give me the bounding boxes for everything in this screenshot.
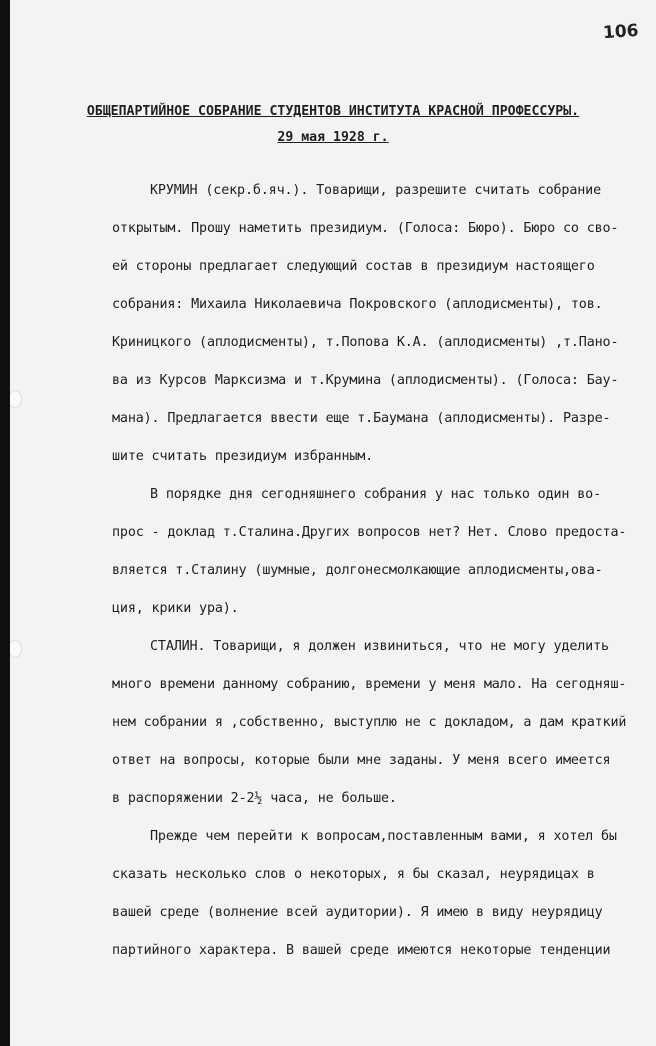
document-page bbox=[10, 0, 656, 1046]
body-line: КРУМИН (секр.б.яч.). Товарищи, разрешите считать собрание bbox=[150, 183, 601, 198]
scan-edge bbox=[0, 0, 10, 1046]
body-line: шите считать президиум избранным. bbox=[112, 449, 374, 464]
body-line: нем собрании я ,собственно, выступлю не с докладом, а дам краткий bbox=[112, 715, 627, 730]
document-date: 29 мая 1928 г. bbox=[277, 130, 389, 145]
body-line: много времени данному собранию, времени у меня мало. На сегодняш- bbox=[112, 677, 627, 692]
body-line: СТАЛИН. Товарищи, я должен извиниться, что не могу уделить bbox=[150, 639, 609, 654]
body-line: ция, крики ура). bbox=[112, 601, 239, 616]
body-line: Прежде чем перейти к вопросам,поставленным вами, я хотел бы bbox=[150, 829, 617, 844]
body-line: в распоряжении 2-2½ часа, не больше. bbox=[112, 791, 397, 806]
punch-hole bbox=[10, 390, 22, 408]
body-line: сказать несколько слов о некоторых, я бы сказал, неурядицах в bbox=[112, 867, 595, 882]
body-line: ей стороны предлагает следующий состав в президиум настоящего bbox=[112, 259, 595, 274]
body-line: партийного характера. В вашей среде имеются некоторые тенденции bbox=[112, 943, 611, 958]
body-line: ответ на вопросы, которые были мне заданы. У меня всего имеется bbox=[112, 753, 611, 768]
body-line: прос - доклад т.Сталина.Других вопросов нет? Нет. Слово предоста- bbox=[112, 525, 627, 540]
body-line: вашей среде (волнение всей аудитории). Я имею в виду неурядицу bbox=[112, 905, 603, 920]
body-line: вляется т.Сталину (шумные, долгонесмолкающие аплодисменты,ова- bbox=[112, 563, 603, 578]
body-line: собрания: Михаила Николаевича Покровского (аплодисменты), тов. bbox=[112, 297, 603, 312]
body-line: мана). Предлагается ввести еще т.Баумана (аплодисменты). Разре- bbox=[112, 411, 611, 426]
body-line: открытым. Прошу наметить президиум. (Голоса: Бюро). Бюро со сво- bbox=[112, 221, 619, 236]
document-title: ОБЩЕПАРТИЙНОЕ СОБРАНИЕ СТУДЕНТОВ ИНСТИТУТА КРАСНОЙ ПРОФЕССУРЫ. bbox=[86, 104, 580, 119]
page-number: 106 bbox=[601, 20, 639, 44]
body-line: Криницкого (аплодисменты), т.Попова К.А. (аплодисменты) ,т.Пано- bbox=[112, 335, 619, 350]
body-line: В порядке дня сегодняшнего собрания у нас только один во- bbox=[150, 487, 601, 502]
punch-hole bbox=[10, 640, 22, 658]
body-line: ва из Курсов Марксизма и т.Крумина (аплодисменты). (Голоса: Бау- bbox=[112, 373, 619, 388]
